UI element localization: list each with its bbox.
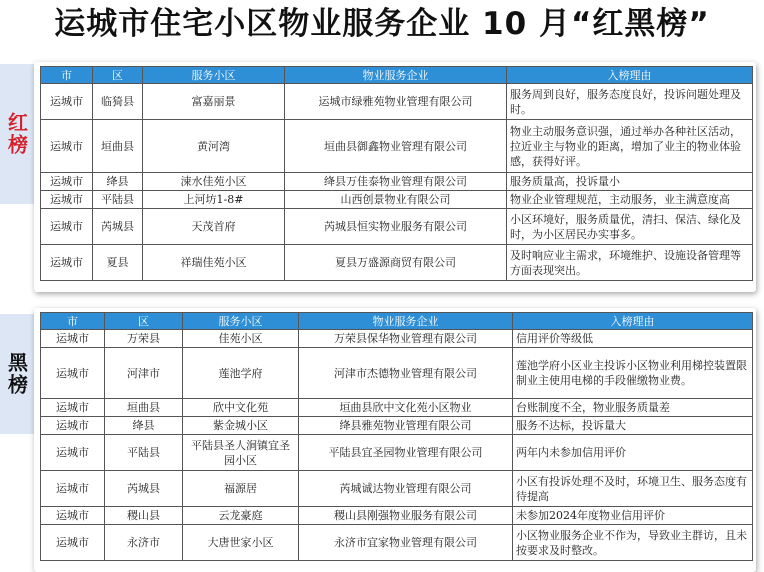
table-row xyxy=(41,435,753,471)
cell-reason: 小区环境好，服务质量优，清扫、保洁、绿化及时，为小区居民办实事多。 xyxy=(507,209,753,245)
cell-company: 芮城诚达物业管理有限公司 xyxy=(299,471,513,507)
cell-district: 临猗县 xyxy=(93,84,143,120)
cell-community: 上河坊1-8# xyxy=(143,191,285,209)
cell-community: 紫金城小区 xyxy=(183,417,299,435)
cell-city: 运城市 xyxy=(41,173,93,191)
cell-company: 运城市绿雅苑物业管理有限公司 xyxy=(285,84,507,120)
cell-city: 运城市 xyxy=(41,120,93,173)
table-row xyxy=(41,245,753,281)
table-row xyxy=(41,84,753,120)
cell-reason: 两年内未参加信用评价 xyxy=(513,435,753,471)
cell-city: 运城市 xyxy=(41,84,93,120)
cell-reason: 台账制度不全，物业服务质量差 xyxy=(513,399,753,417)
header-district: 区 xyxy=(93,67,143,84)
cell-company: 稷山县刚强物业服务有限公司 xyxy=(299,507,513,525)
cell-community: 欣中文化苑 xyxy=(183,399,299,417)
cell-district: 绛县 xyxy=(105,417,183,435)
red-header-row xyxy=(41,67,753,84)
page-title: 运城市住宅小区物业服务企业 10 月“红黑榜” xyxy=(54,6,710,42)
cell-company: 万荣县保华物业管理有限公司 xyxy=(299,330,513,348)
cell-company: 河津市杰德物业管理有限公司 xyxy=(299,348,513,399)
cell-city: 运城市 xyxy=(41,245,93,281)
cell-city: 运城市 xyxy=(41,209,93,245)
cell-city: 运城市 xyxy=(41,417,105,435)
black-list-label: 黑榜 xyxy=(0,314,34,434)
cell-city: 运城市 xyxy=(41,507,105,525)
cell-district: 万荣县 xyxy=(105,330,183,348)
cell-reason: 物业企业管理规范，主动服务，业主满意度高 xyxy=(507,191,753,209)
table-row xyxy=(41,120,753,173)
cell-community: 天茂首府 xyxy=(143,209,285,245)
red-list-table xyxy=(40,66,753,281)
header-reason: 入榜理由 xyxy=(507,67,753,84)
table-row xyxy=(41,348,753,399)
cell-district: 永济市 xyxy=(105,525,183,561)
cell-district: 绛县 xyxy=(93,173,143,191)
cell-reason: 莲池学府小区业主投诉小区物业利用梯控装置限制业主使用电梯的手段催缴物业费。 xyxy=(513,348,753,399)
cell-community: 福源居 xyxy=(183,471,299,507)
cell-company: 绛县万佳泰物业管理有限公司 xyxy=(285,173,507,191)
red-list-panel xyxy=(34,62,756,292)
cell-community: 佳苑小区 xyxy=(183,330,299,348)
cell-reason: 及时响应业主需求，环境维护、设施设备管理等方面表现突出。 xyxy=(507,245,753,281)
cell-district: 垣曲县 xyxy=(105,399,183,417)
cell-city: 运城市 xyxy=(41,348,105,399)
cell-city: 运城市 xyxy=(41,525,105,561)
cell-reason: 服务质量高，投诉量小 xyxy=(507,173,753,191)
header-company: 物业服务企业 xyxy=(285,67,507,84)
cell-company: 绛县雅苑物业管理有限公司 xyxy=(299,417,513,435)
cell-community: 平陆县圣人涧镇宜圣园小区 xyxy=(183,435,299,471)
cell-community: 涑水佳苑小区 xyxy=(143,173,285,191)
table-row xyxy=(41,399,753,417)
table-row xyxy=(41,173,753,191)
cell-district: 芮城县 xyxy=(93,209,143,245)
header-city: 市 xyxy=(41,313,105,330)
cell-company: 平陆县宜圣园物业管理有限公司 xyxy=(299,435,513,471)
cell-city: 运城市 xyxy=(41,399,105,417)
cell-company: 芮城县恒实物业服务有限公司 xyxy=(285,209,507,245)
cell-district: 垣曲县 xyxy=(93,120,143,173)
cell-company: 永济市宜家物业管理有限公司 xyxy=(299,525,513,561)
cell-city: 运城市 xyxy=(41,471,105,507)
black-list-table xyxy=(40,312,753,561)
cell-city: 运城市 xyxy=(41,330,105,348)
header-city: 市 xyxy=(41,67,93,84)
cell-reason: 小区物业服务企业不作为，导致业主群访，且未按要求及时整改。 xyxy=(513,525,753,561)
cell-company: 垣曲县御鑫物业管理有限公司 xyxy=(285,120,507,173)
header-company: 物业服务企业 xyxy=(299,313,513,330)
cell-reason: 未参加2024年度物业信用评价 xyxy=(513,507,753,525)
cell-company: 山西创景物业有限公司 xyxy=(285,191,507,209)
cell-city: 运城市 xyxy=(41,435,105,471)
cell-community: 富嘉丽景 xyxy=(143,84,285,120)
cell-community: 云龙豪庭 xyxy=(183,507,299,525)
header-district: 区 xyxy=(105,313,183,330)
cell-district: 河津市 xyxy=(105,348,183,399)
cell-reason: 信用评价等级低 xyxy=(513,330,753,348)
black-header-row xyxy=(41,313,753,330)
table-row xyxy=(41,209,753,245)
header-reason: 入榜理由 xyxy=(513,313,753,330)
table-row xyxy=(41,471,753,507)
cell-reason: 服务不达标，投诉量大 xyxy=(513,417,753,435)
cell-community: 大唐世家小区 xyxy=(183,525,299,561)
cell-community: 莲池学府 xyxy=(183,348,299,399)
cell-community: 祥瑞佳苑小区 xyxy=(143,245,285,281)
table-row xyxy=(41,191,753,209)
cell-city: 运城市 xyxy=(41,191,93,209)
cell-district: 平陆县 xyxy=(105,435,183,471)
header-community: 服务小区 xyxy=(143,67,285,84)
red-list-label: 红榜 xyxy=(0,64,34,204)
table-row xyxy=(41,330,753,348)
cell-reason: 物业主动服务意识强，通过举办各种社区活动，拉近业主与物业的距离，增加了业主的物业体验感，获得好评。 xyxy=(507,120,753,173)
cell-company: 夏县万盛源商贸有限公司 xyxy=(285,245,507,281)
table-row xyxy=(41,525,753,561)
cell-community: 黄河湾 xyxy=(143,120,285,173)
table-row xyxy=(41,507,753,525)
cell-district: 夏县 xyxy=(93,245,143,281)
table-row xyxy=(41,417,753,435)
cell-district: 稷山县 xyxy=(105,507,183,525)
cell-district: 芮城县 xyxy=(105,471,183,507)
cell-company: 垣曲县欣中文化苑小区物业 xyxy=(299,399,513,417)
cell-reason: 小区有投诉处理不及时，环境卫生、服务态度有待提高 xyxy=(513,471,753,507)
header-community: 服务小区 xyxy=(183,313,299,330)
black-list-panel xyxy=(34,308,756,572)
cell-district: 平陆县 xyxy=(93,191,143,209)
cell-reason: 服务周到良好，服务态度良好，投诉问题处理及时。 xyxy=(507,84,753,120)
